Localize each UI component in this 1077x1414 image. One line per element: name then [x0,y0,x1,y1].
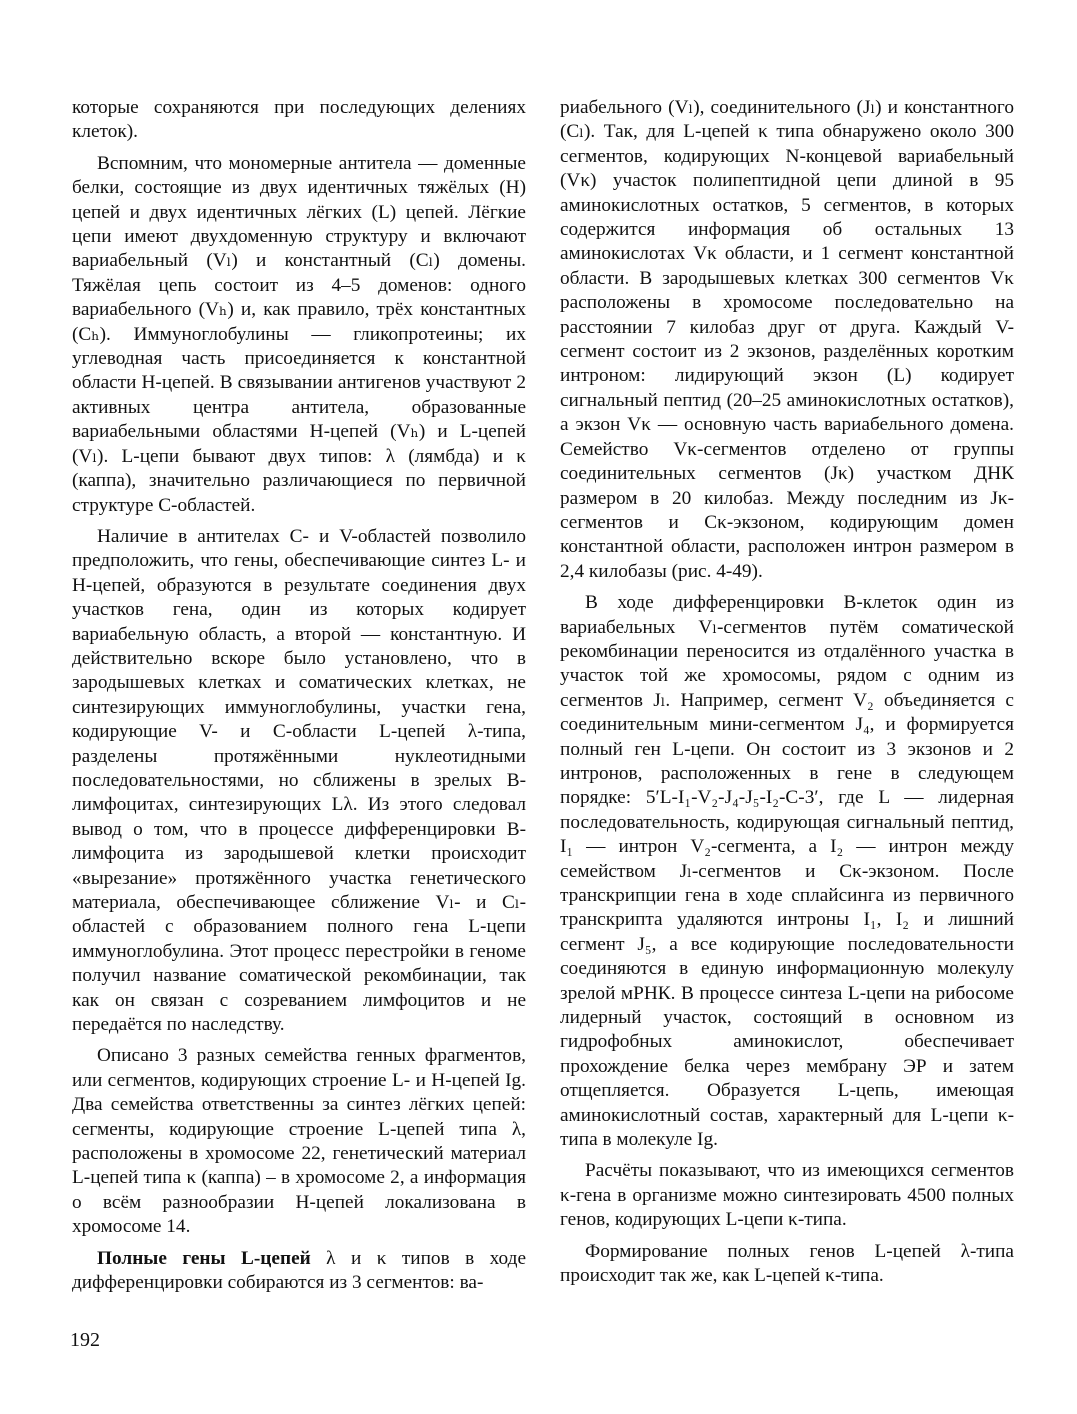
paragraph: риабельного (Vₗ), соединительного (Jₗ) и константного (Cₗ). Так, для L-цепей κ типа обнаружено около 300 сегментов, кодирующих N-концевой вариабельный (Vκ) участок полипептидной цепи длиной в 95 аминокислотных остатков, 5 сегментов, в которых содержится информация об остальных 13 аминокислотах Vκ области, и 1 сегмент константной области. В зародышевых клетках 300 сегментов Vκ расположены в хромосоме последовательно на расстоянии 7 килобаз друг от друга. Каждый V-сегмент состоит из 2 экзонов, разделённых коротким интроном: лидирующий экзон (L) кодирует сигнальный пептид (20–25 аминокислотных остатков), а экзон Vκ — основную часть вариабельного домена. Семейство Vκ-сегментов отделено от группы соединительных сегментов (Jκ) участком ДНК размером в 20 килобаз. Между последним из Jκ-сегментов и Cκ-экзоном, кодирующим домен константной области, расположен интрон размером в 2,4 килобазы (рис. 4-49). [560,97,1014,582]
left-column [72,96,526,1296]
paragraph: Вспомним, что мономерные антитела — доменные белки, состоящие из двух идентичных тяжёлых (Н) цепей и двух идентичных лёгких (L) цепей. Лёгкие цепи имеют двухдоменную структуру и включают вариабельный (Vₗ) и константный (Cₗ) домены. Тяжёлая цепь состоит из 4–5 доменов: одного вариабельного (Vₕ) и, как правило, трёх константных (Cₕ). Иммуноглобулины — гликопротеины; их углеводная часть присоединяется к константной области Н-цепей. В связывании антигенов участвуют 2 активных центра антитела, образованные вариабельными областями Н-цепей (Vₕ) и L-цепей (Vₗ). L-цепи бывают двух типов: λ (лямбда) и κ (каппа), значительно различающиеся по первичной структуре С-областей. [72,152,526,516]
paragraph-text: λ и κ типов в ходе дифференцировки собираются из 3 сегментов: ва- [72,1247,527,1294]
paragraph: Описано 3 разных семейства генных фрагментов, или сегментов, кодирующих строение L- и Н-цепей Ig. Два семейства ответственны за синтез лёгких цепей: сегменты, кодирующие строение L-цепей типа λ, расположены в хромосоме 22, генетический материал L-цепей типа κ (каппа) – в хромосоме 2, а информация о всём разнообразии Н-цепей локализована в хромосоме 14. [72,1045,526,1238]
right-column [560,96,1014,1289]
bold-term: Полные гены L-цепей [97,1247,311,1269]
paragraph: Расчёты показывают, что из имеющихся сегментов κ-гена в организме можно синтезировать 4500 полных генов, кодирующих L-цепи κ-типа. [560,1160,1014,1231]
page-number: 192 [70,1329,100,1351]
paragraph: Наличие в антителах С- и V-областей позволило предположить, что гены, обеспечивающие синтез L- и Н-цепей, образуются в результате соединения двух участков гена, один из которых кодирует вариабельную область, а второй — константную. И действительно вскоре было установлено, что в зародышевых клетках и соматических клетках, не синтезирующих иммуноглобулины, участки гена, кодирующие V- и С-области L-цепей λ-типа, разделены протяжёнными нуклеотидными последовательностями, но сближены в зрелых В-лимфоцитах, синтезирующих Lλ. Из этого следовал вывод о том, что в процессе дифференцировки В-лимфоцита из зародышевой клетки происходит «вырезание» протяжённого участка генетического материала, обеспечивающее сближение Vₗ- и Cₗ-областей с образованием полного гена L-цепи иммуноглобулина. Этот процесс перестройки в геноме получил название соматической рекомбинации, так как он связан с созреванием лимфоцитов и не передаётся по наследству. [72,525,526,1036]
paragraph: которые сохраняются при последующих делениях клеток). [72,97,526,143]
paragraph: В ходе дифференцировки В-клеток один из вариабельных Vₗ-сегментов путём соматической рекомбинации переносится из отдалённого участка в участок той же хромосомы, рядом с одним из сегментов Jₗ. Например, сегмент V₂ объединяется с соединительным мини-сегментом J₄, и формируется полный ген L-цепи. Он состоит из 3 экзонов и 2 интронов, расположенных в гене в следующем порядке: 5′L-I₁-V₂-J₄-J₅-I₂-C-3′, где L — лидерная последовательность, кодирующая сигнальный пептид, I₁ — интрон V₂-сегмента, а I₂ — интрон между семейством Jₗ-сегментов и Cκ-экзоном. После транскрипции гена в ходе сплайсинга из первичного транскрипта удаляются интроны I₁, I₂ и лишний сегмент J₅, а все кодирующие последовательности соединяются в единую информационную молекулу зрелой мРНК. В процессе синтеза L-цепи на рибосоме лидерный участок, состоящий в основном из гидрофобных аминокислот, обеспечивает прохождение белка через мембрану ЭР и затем отщепляется. Образуется L-цепь, имеющая аминокислотный состав, характерный для L-цепи κ-типа в молекуле Ig. [560,592,1014,1151]
paragraph [72,1247,526,1296]
paragraph: Формирование полных генов L-цепей λ-типа происходит так же, как L-цепей κ-типа. [560,1240,1014,1287]
